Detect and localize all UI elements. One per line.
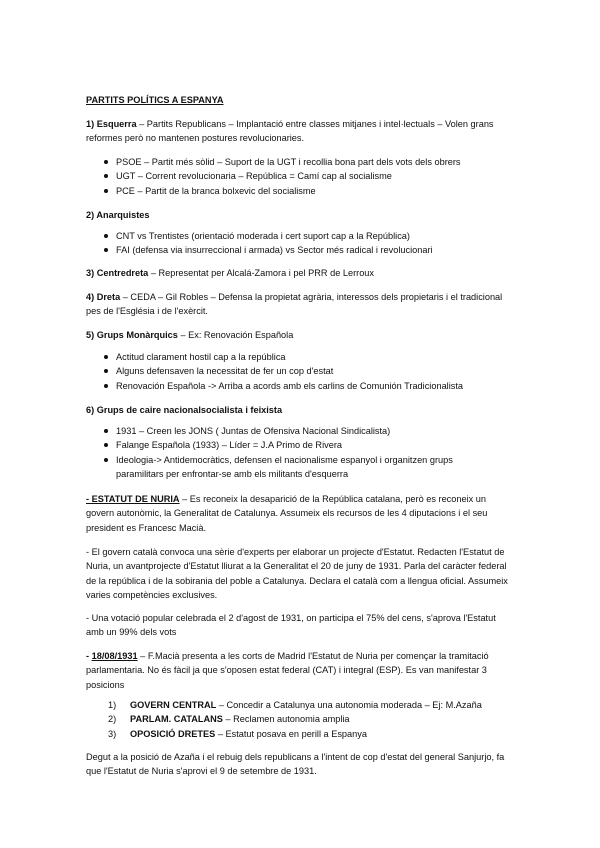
list-item: Ideologia-> Antidemocràtics, defensen el nacionalisme espanyol i organitzen grups paramilitars per enfrontar-se amb els militants d'esquerra <box>86 453 486 482</box>
anarquistes-list <box>86 229 486 258</box>
page-title: PARTITS POLÍTICS A ESPANYA <box>86 95 224 105</box>
section-heading: 3) Centredreta <box>86 268 149 278</box>
list-item-text: – Reclamen autonomia amplia <box>222 714 350 725</box>
list-item: Renovación Española -> Arriba a acords amb els carlins de Comunión Tradicionalista <box>86 379 486 393</box>
list-item <box>108 727 508 741</box>
esquerra-list <box>86 155 486 198</box>
list-item: PSOE – Partit més sòlid – Suport de la UGT i recollia bona part dels vots dels obrers <box>86 155 486 169</box>
section-monarquics <box>86 328 516 342</box>
feixista-list <box>86 424 486 482</box>
list-item-text: – Estatut posava en perill a Espanya <box>215 728 367 739</box>
list-item-text: – Concedir a Catalunya una autonomia moderada – Ej: M.Azaña <box>216 700 482 710</box>
section-heading-feixista: 6) Grups de caire nacionalsocialista i feixista <box>86 405 283 415</box>
list-item <box>108 712 508 726</box>
paragraph-prefix: - <box>86 651 92 661</box>
section-heading: 1) Esquerra <box>86 119 137 129</box>
paragraph-votacio: - Una votació popular celebrada el 2 d'agost de 1931, on participa el 75% del cens, s'aprova l'Estatut amb un 99% dels vots <box>86 613 496 638</box>
paragraph-conclusio: Degut a la posició de Azaña i el rebuig dels republicans a l'intent de cop d'estat del general Sanjurjo, fa que l'Estatut de Nuria s'aprovi el 9 de setembre de 1931. <box>86 752 505 777</box>
list-number: 2) <box>108 714 117 725</box>
list-item: Falange Española (1933) – Líder = J.A Primo de Rivera <box>86 438 486 452</box>
list-item: CNT vs Trentistes (orientació moderada i cert suport cap a la República) <box>86 229 486 243</box>
paragraph-govern-catala: - El govern català convoca una sèrie d'experts per elaborar un projecte d'Estatut. Redacten l'Estatut de Nuria, un avantprojecte d'Estatut lliurat a la Generalitat el 20 de juny de 1931. Parla del caràcter federal de la república i de la sobirania del poble a Catalunya. Declara el català com a llengua oficial. Assumeix varies competències exclusives. <box>86 547 508 601</box>
paragraph-text: – Es reconeix la desaparició de la República catalana, però es reconeix un govern autonòmic, la Generalitat de Catalunya. Assumeix els recursos de les 4 diputacions i el seu president es Francesc Macià. <box>86 494 488 533</box>
list-item: 1931 – Creen les JONS ( Juntas de Ofensiva Nacional Sindicalista) <box>86 424 486 438</box>
section-dreta <box>86 290 516 319</box>
list-item-heading: GOVERN CENTRAL <box>130 700 217 710</box>
section-esquerra <box>86 117 516 146</box>
list-number: 1) <box>108 700 117 710</box>
paragraph-date: 18/08/1931 <box>91 651 138 661</box>
paragraph-text: – F.Macià presenta a les corts de Madrid l'Estatut de Nuria per començar la tramitació parlamentaria. No és fàcil ja que s'oposen estat federal (CAT) i integral (ESP). Es van manifestar 3 posicions <box>86 651 489 690</box>
paragraph-heading: - ESTATUT DE NURIA <box>86 494 180 504</box>
section-text: – CEDA – Gil Robles – Defensa la propietat agrària, interessos dels propietaris i el tradicional pes de l'Església i de l'exèrcit. <box>86 292 503 317</box>
list-item: Alguns defensaven la necessitat de fer un cop d'estat <box>86 364 486 378</box>
list-item: Actitud clarament hostil cap a la república <box>86 350 486 364</box>
list-item-heading: OPOSICIÓ DRETES <box>130 728 216 739</box>
list-number: 3) <box>108 728 117 739</box>
section-text: – Representat per Alcalá-Zamora i pel PRR de Lerroux <box>148 268 375 278</box>
list-item: FAI (defensa via insurreccional i armada) vs Sector més radical i revolucionari <box>86 243 486 257</box>
posicions-list <box>108 698 508 741</box>
list-item-heading: PARLAM. CATALANS <box>130 714 223 725</box>
list-item <box>108 698 508 712</box>
section-centredreta <box>86 266 516 280</box>
list-item: UGT – Corrent revolucionaria – República = Camí cap al socialisme <box>86 169 486 183</box>
list-item: PCE – Partit de la branca bolxevic del socialisme <box>86 184 486 198</box>
section-heading: 4) Dreta <box>86 292 121 302</box>
section-heading: 5) Grups Monàrquics <box>86 330 178 340</box>
paragraph-18-08-1931 <box>86 649 516 692</box>
paragraph-estatut-nuria <box>86 492 516 535</box>
section-heading-anarquistes: 2) Anarquistes <box>86 210 150 220</box>
section-text: – Ex: Renovación Española <box>177 330 294 340</box>
monarquics-list <box>86 350 486 393</box>
section-text: – Partits Republicans – Implantació entre classes mitjanes i intel·lectuals – Volen grans reformes però no mantenen postures revolucionaries. <box>86 119 494 144</box>
